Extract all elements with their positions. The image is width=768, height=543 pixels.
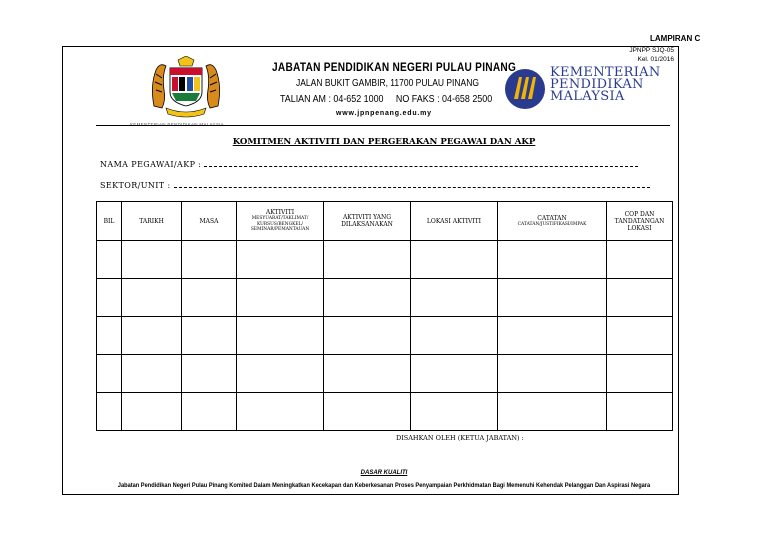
col-aktiviti: AKTIVITI MESYUARAT/TAKLIMAT/ KURSUS/BENGKEL/ SEMINAR/PEMANTAUAN: [237, 202, 324, 241]
signoff-label: DISAHKAN OLEH (KETUA JABATAN) :: [396, 434, 524, 442]
table-row: [97, 279, 673, 317]
table-row: [97, 393, 673, 431]
col-cop: COP DAN TANDATANGAN LOKASI: [607, 202, 673, 241]
col-aktiviti-dilaksanakan: AKTIVITI YANG DILAKSANAKAN: [324, 202, 411, 241]
department-title: JABATAN PENDIDIKAN NEGERI PULAU PINANG: [272, 62, 517, 74]
document-code: [629, 46, 674, 64]
nama-field[interactable]: [100, 158, 638, 169]
ministry-logo-line3: MALAYSIA: [550, 89, 625, 104]
department-phone: TALIAN AM : 04-652 1000 NO FAKS : 04-658 2500: [280, 93, 493, 105]
sektor-label: SEKTOR/UNIT :: [100, 181, 171, 190]
lampiran-label: LAMPIRAN C: [650, 34, 701, 43]
col-tarikh: TARIKH: [122, 202, 182, 241]
nama-label: NAMA PEGAWAI/AKP :: [100, 160, 202, 169]
document-code-line2: Kel. 01/2016: [637, 56, 674, 63]
form-title: [0, 137, 768, 147]
header-divider: [96, 125, 670, 126]
crest-caption: KEMENTERIAN PENDIDIKAN MALAYSIA: [130, 122, 224, 127]
table-row: [97, 317, 673, 355]
ministry-logo-icon: [504, 68, 546, 110]
form-title-text: KOMITMEN AKTIVITI DAN PERGERAKAN PEGAWAI DAN AKP: [232, 137, 536, 147]
sektor-blank[interactable]: [174, 179, 650, 188]
ministry-logo-line1: KEMENTERIAN: [550, 65, 661, 80]
department-address: JALAN BUKIT GAMBIR, 11700 PULAU PINANG: [296, 78, 479, 89]
col-lokasi: LOKASI AKTIVITI: [411, 202, 498, 241]
table-row: [97, 241, 673, 279]
ministry-logo-text: [550, 67, 661, 103]
activity-table: [96, 201, 673, 431]
table-row: [97, 355, 673, 393]
document-code-line1: JPNPP SJQ-05: [629, 47, 674, 54]
ministry-logo-line2: PENDIDIKAN: [550, 77, 644, 92]
col-catatan: CATATAN CATATAN/JUSTIFIKASI/IMPAK: [498, 202, 607, 241]
quality-policy-label: DASAR KUALITI: [360, 470, 408, 476]
department-website: www.jpnpenang.edu.my: [336, 110, 432, 117]
col-masa: MASA: [182, 202, 237, 241]
sektor-field[interactable]: [100, 179, 650, 190]
col-bil: BIL: [97, 202, 122, 241]
table-header-row: [97, 202, 673, 241]
coat-of-arms-icon: [148, 56, 224, 118]
quality-policy-text: Jabatan Pendidikan Negeri Pulau Pinang Komited Dalam Meningkatkan Kecekapan dan Keberkesanan Proses Penyampaian Perkhidmatan Bagi Memenuhi Kehendak Pelanggan Dan Aspirasi Negara: [117, 482, 651, 489]
nama-blank[interactable]: [204, 158, 638, 167]
